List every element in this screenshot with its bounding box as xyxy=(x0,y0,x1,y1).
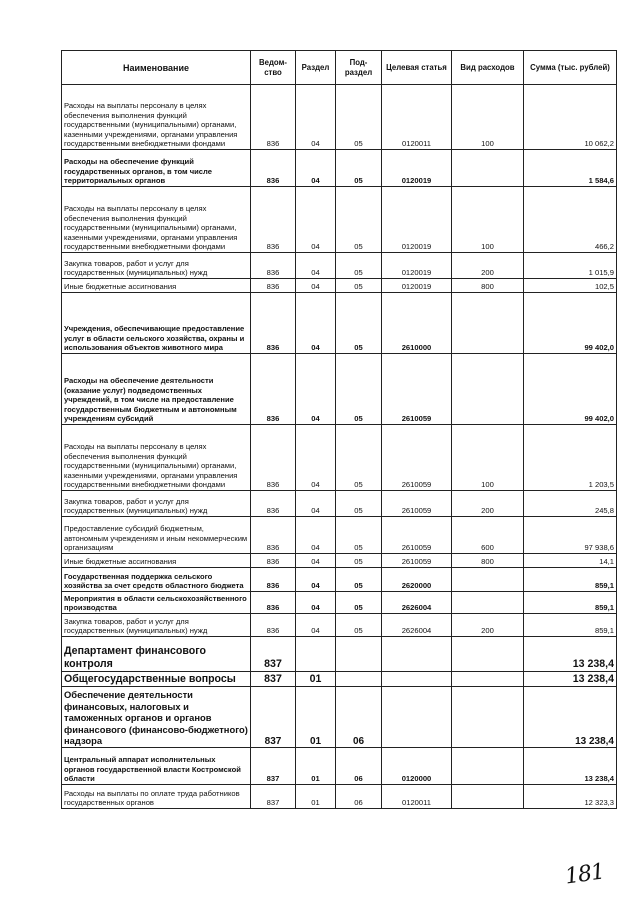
cell-celevaya: 2610059 xyxy=(382,425,452,491)
cell-vedom: 836 xyxy=(251,425,296,491)
cell-celevaya: 2610000 xyxy=(382,293,452,354)
table-row xyxy=(62,672,617,687)
cell-podrazdel: 06 xyxy=(336,785,382,809)
cell-vid xyxy=(452,672,524,687)
table-row xyxy=(62,517,617,554)
cell-name: Закупка товаров, работ и услуг для государственных (муниципальных) нужд xyxy=(62,491,251,517)
table-row xyxy=(62,592,617,614)
header-vid: Вид расходов xyxy=(452,51,524,85)
cell-vedom: 836 xyxy=(251,253,296,279)
cell-vedom: 836 xyxy=(251,614,296,637)
cell-name: Закупка товаров, работ и услуг для государственных (муниципальных) нужд xyxy=(62,614,251,637)
cell-celevaya: 2610059 xyxy=(382,554,452,568)
cell-vedom: 836 xyxy=(251,187,296,253)
header-celevaya: Целевая статья xyxy=(382,51,452,85)
cell-vedom: 837 xyxy=(251,637,296,672)
cell-vedom: 836 xyxy=(251,150,296,187)
cell-razdel: 04 xyxy=(296,354,336,425)
cell-name: Общегосударственные вопросы xyxy=(62,672,251,687)
cell-summa: 859,1 xyxy=(524,592,617,614)
table-row xyxy=(62,637,617,672)
cell-razdel: 04 xyxy=(296,614,336,637)
cell-vedom: 836 xyxy=(251,354,296,425)
cell-podrazdel: 06 xyxy=(336,687,382,748)
table-row xyxy=(62,425,617,491)
cell-vid xyxy=(452,293,524,354)
cell-celevaya: 0120019 xyxy=(382,150,452,187)
cell-summa: 859,1 xyxy=(524,568,617,592)
table-body xyxy=(62,85,617,809)
cell-razdel: 04 xyxy=(296,517,336,554)
cell-podrazdel: 05 xyxy=(336,279,382,293)
cell-celevaya: 2610059 xyxy=(382,491,452,517)
page-number: 181 xyxy=(563,859,606,890)
cell-celevaya: 2610059 xyxy=(382,354,452,425)
cell-razdel: 04 xyxy=(296,491,336,517)
cell-summa: 14,1 xyxy=(524,554,617,568)
cell-vedom: 836 xyxy=(251,85,296,150)
cell-razdel: 01 xyxy=(296,672,336,687)
cell-summa: 99 402,0 xyxy=(524,293,617,354)
cell-summa: 13 238,4 xyxy=(524,748,617,785)
cell-podrazdel: 05 xyxy=(336,253,382,279)
cell-vid: 600 xyxy=(452,517,524,554)
cell-razdel: 04 xyxy=(296,150,336,187)
cell-summa: 12 323,3 xyxy=(524,785,617,809)
cell-podrazdel xyxy=(336,672,382,687)
table-row xyxy=(62,253,617,279)
cell-podrazdel: 05 xyxy=(336,293,382,354)
cell-razdel: 01 xyxy=(296,748,336,785)
cell-podrazdel: 05 xyxy=(336,187,382,253)
header-row xyxy=(62,51,617,85)
cell-podrazdel: 05 xyxy=(336,85,382,150)
cell-podrazdel: 05 xyxy=(336,614,382,637)
cell-vedom: 836 xyxy=(251,517,296,554)
cell-summa: 99 402,0 xyxy=(524,354,617,425)
cell-celevaya: 0120019 xyxy=(382,187,452,253)
cell-summa: 13 238,4 xyxy=(524,687,617,748)
cell-vid xyxy=(452,568,524,592)
cell-podrazdel: 05 xyxy=(336,592,382,614)
cell-name: Мероприятия в области сельскохозяйственного производства xyxy=(62,592,251,614)
cell-name: Государственная поддержка сельского хозяйства за счет средств областного бюджета xyxy=(62,568,251,592)
cell-vedom: 837 xyxy=(251,748,296,785)
table-row xyxy=(62,568,617,592)
cell-summa: 102,5 xyxy=(524,279,617,293)
cell-razdel: 04 xyxy=(296,568,336,592)
cell-summa: 1 015,9 xyxy=(524,253,617,279)
table-row xyxy=(62,187,617,253)
cell-name: Расходы на обеспечение функций государственных органов, в том числе территориальных органов xyxy=(62,150,251,187)
table-row xyxy=(62,785,617,809)
cell-summa: 13 238,4 xyxy=(524,637,617,672)
cell-razdel: 04 xyxy=(296,187,336,253)
cell-podrazdel xyxy=(336,637,382,672)
cell-name: Закупка товаров, работ и услуг для государственных (муниципальных) нужд xyxy=(62,253,251,279)
cell-podrazdel: 05 xyxy=(336,491,382,517)
cell-name: Центральный аппарат исполнительных органов государственной власти Костромской области xyxy=(62,748,251,785)
cell-vedom: 837 xyxy=(251,687,296,748)
cell-podrazdel: 05 xyxy=(336,150,382,187)
cell-name: Расходы на выплаты персоналу в целях обеспечения выполнения функций государственными (муниципальными) органами, казенными учреждениями, органами управления государственными внебюджетными фондами xyxy=(62,85,251,150)
cell-podrazdel: 05 xyxy=(336,517,382,554)
cell-celevaya: 0120011 xyxy=(382,85,452,150)
cell-name: Расходы на выплаты по оплате труда работников государственных органов xyxy=(62,785,251,809)
cell-vedom: 836 xyxy=(251,554,296,568)
cell-vid: 200 xyxy=(452,253,524,279)
cell-razdel: 04 xyxy=(296,592,336,614)
cell-summa: 466,2 xyxy=(524,187,617,253)
cell-podrazdel: 06 xyxy=(336,748,382,785)
cell-vid xyxy=(452,354,524,425)
cell-name: Обеспечение деятельности финансовых, налоговых и таможенных органов и органов финансового (финансово-бюджетного) надзора xyxy=(62,687,251,748)
table-row xyxy=(62,748,617,785)
cell-vid: 100 xyxy=(452,85,524,150)
cell-celevaya: 0120000 xyxy=(382,748,452,785)
cell-summa: 97 938,6 xyxy=(524,517,617,554)
header-podrazdel: Под-раздел xyxy=(336,51,382,85)
cell-razdel xyxy=(296,637,336,672)
table-row xyxy=(62,554,617,568)
cell-vid: 800 xyxy=(452,554,524,568)
cell-celevaya xyxy=(382,637,452,672)
cell-name: Иные бюджетные ассигнования xyxy=(62,554,251,568)
cell-vid xyxy=(452,150,524,187)
cell-podrazdel: 05 xyxy=(336,354,382,425)
cell-podrazdel: 05 xyxy=(336,554,382,568)
cell-vid: 100 xyxy=(452,425,524,491)
header-vedom: Ведом-ство xyxy=(251,51,296,85)
cell-celevaya: 2620000 xyxy=(382,568,452,592)
cell-vedom: 837 xyxy=(251,672,296,687)
cell-celevaya xyxy=(382,672,452,687)
cell-celevaya: 2626004 xyxy=(382,614,452,637)
cell-name: Расходы на выплаты персоналу в целях обеспечения выполнения функций государственными (муниципальными) органами, казенными учреждениями, органами управления государственными внебюджетными фондами xyxy=(62,187,251,253)
cell-vid xyxy=(452,687,524,748)
cell-celevaya: 0120019 xyxy=(382,253,452,279)
cell-razdel: 01 xyxy=(296,785,336,809)
cell-vedom: 836 xyxy=(251,491,296,517)
cell-name: Расходы на обеспечение деятельности (оказание услуг) подведомственных учреждений, в том числе на предоставление государственным бюджетным и автономным учреждениям субсидий xyxy=(62,354,251,425)
cell-vid: 100 xyxy=(452,187,524,253)
cell-vid xyxy=(452,592,524,614)
cell-name: Иные бюджетные ассигнования xyxy=(62,279,251,293)
cell-razdel: 04 xyxy=(296,425,336,491)
cell-vid xyxy=(452,748,524,785)
cell-vid xyxy=(452,637,524,672)
header-name: Наименование xyxy=(62,51,251,85)
cell-razdel: 04 xyxy=(296,253,336,279)
cell-summa: 1 203,5 xyxy=(524,425,617,491)
cell-summa: 245,8 xyxy=(524,491,617,517)
cell-name: Расходы на выплаты персоналу в целях обеспечения выполнения функций государственными (муниципальными) органами, казенными учреждениями, органами управления государственными внебюджетными фондами xyxy=(62,425,251,491)
header-razdel: Раздел xyxy=(296,51,336,85)
cell-vid: 200 xyxy=(452,614,524,637)
table-row xyxy=(62,150,617,187)
budget-table xyxy=(61,50,617,809)
cell-celevaya: 0120011 xyxy=(382,785,452,809)
header-summa: Сумма (тыс. рублей) xyxy=(524,51,617,85)
cell-celevaya: 2626004 xyxy=(382,592,452,614)
cell-vedom: 837 xyxy=(251,785,296,809)
cell-name: Департамент финансового контроля xyxy=(62,637,251,672)
cell-celevaya: 0120019 xyxy=(382,279,452,293)
cell-celevaya xyxy=(382,687,452,748)
table-row xyxy=(62,279,617,293)
cell-vedom: 836 xyxy=(251,279,296,293)
cell-vid: 800 xyxy=(452,279,524,293)
cell-name: Предоставление субсидий бюджетным, автономным учреждениям и иным некоммерческим организациям xyxy=(62,517,251,554)
cell-summa: 1 584,6 xyxy=(524,150,617,187)
cell-summa: 13 238,4 xyxy=(524,672,617,687)
table-row xyxy=(62,85,617,150)
cell-vid xyxy=(452,785,524,809)
table-row xyxy=(62,354,617,425)
table-row xyxy=(62,614,617,637)
cell-vid: 200 xyxy=(452,491,524,517)
cell-vedom: 836 xyxy=(251,592,296,614)
cell-vedom: 836 xyxy=(251,568,296,592)
cell-razdel: 01 xyxy=(296,687,336,748)
table-row xyxy=(62,293,617,354)
cell-razdel: 04 xyxy=(296,293,336,354)
cell-summa: 859,1 xyxy=(524,614,617,637)
cell-razdel: 04 xyxy=(296,279,336,293)
cell-name: Учреждения, обеспечивающие предоставление услуг в области сельского хозяйства, охраны и использования объектов животного мира xyxy=(62,293,251,354)
cell-celevaya: 2610059 xyxy=(382,517,452,554)
cell-razdel: 04 xyxy=(296,85,336,150)
cell-summa: 10 062,2 xyxy=(524,85,617,150)
cell-podrazdel: 05 xyxy=(336,568,382,592)
table-row xyxy=(62,491,617,517)
cell-podrazdel: 05 xyxy=(336,425,382,491)
table-row xyxy=(62,687,617,748)
cell-razdel: 04 xyxy=(296,554,336,568)
cell-vedom: 836 xyxy=(251,293,296,354)
